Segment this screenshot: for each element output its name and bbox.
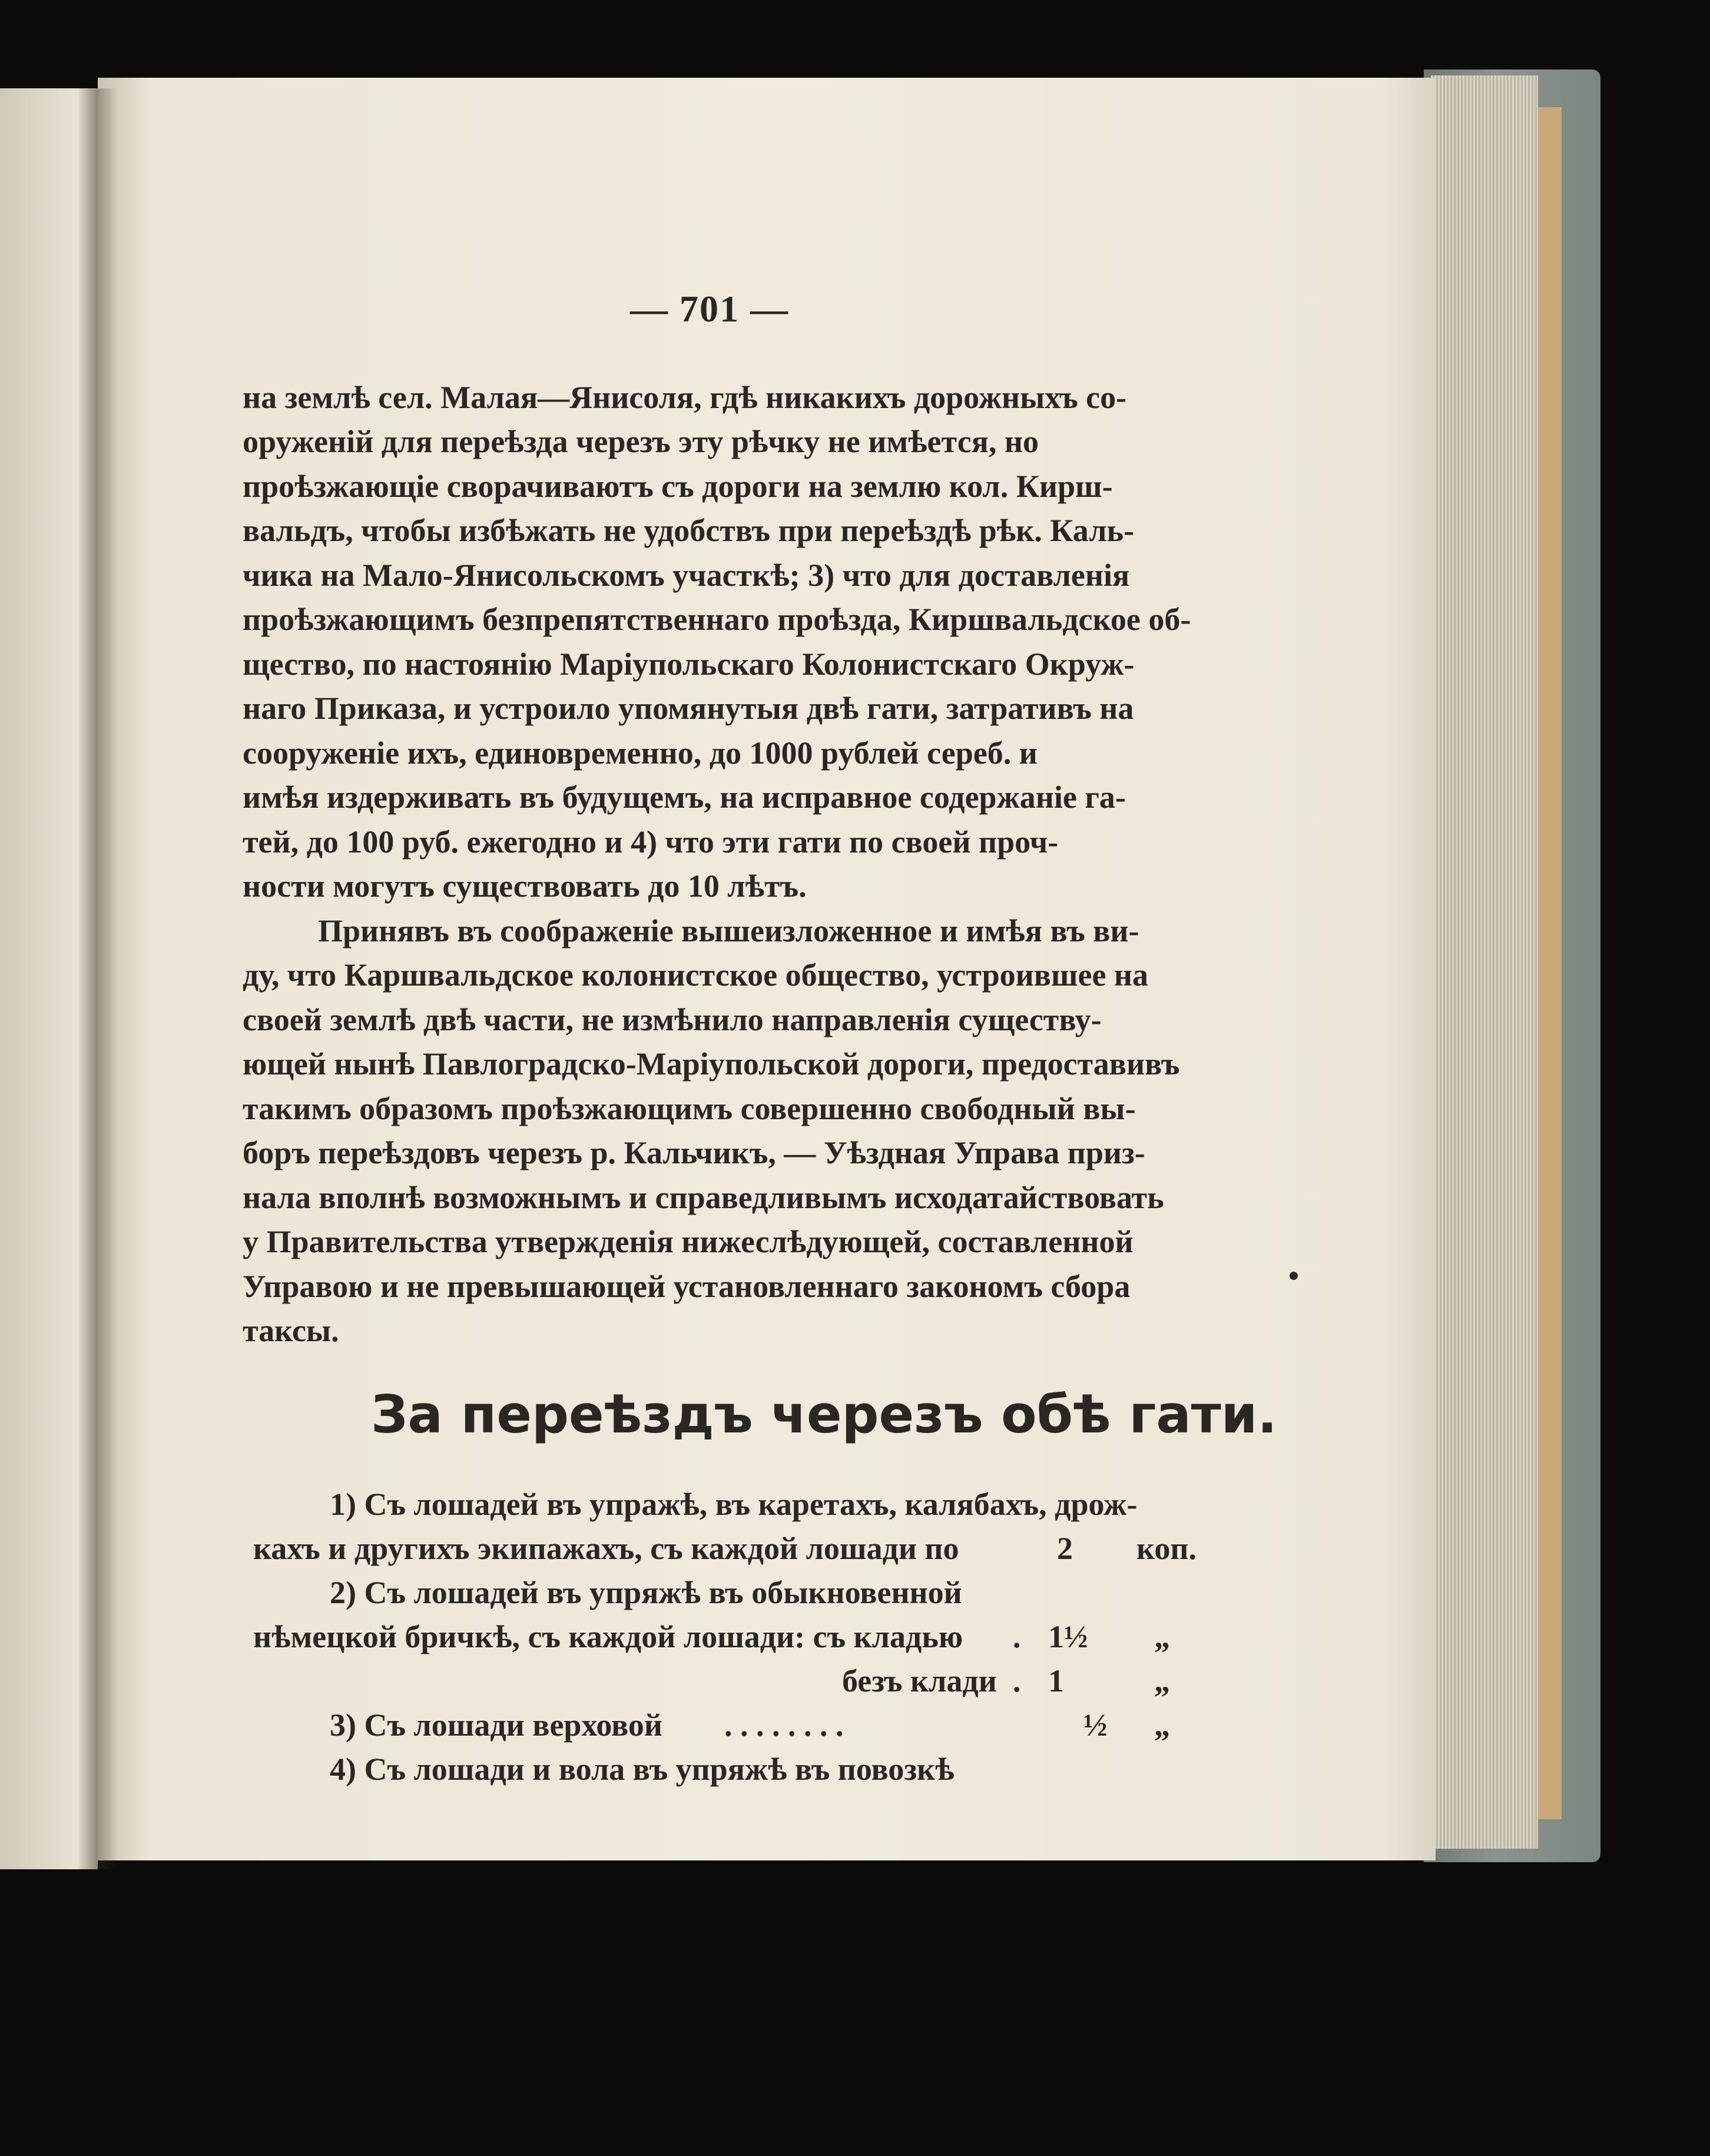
body-line: таксы. [243, 1313, 339, 1348]
body-line: щество, по настоянію Маріупольскаго Колонистскаго Окруж- [243, 646, 1135, 682]
body-line: проѣзжающіе сворачиваютъ съ дороги на землю кол. Кирш- [243, 469, 1113, 504]
tariff-item-2-dots: . [1013, 1619, 1021, 1654]
body-line: ющей нынѣ Павлоградско-Маріупольской дороги, предоставивъ [243, 1046, 1180, 1082]
body-line: вальдъ, чтобы избѣжать не удобствъ при переѣздѣ рѣк. Каль- [243, 513, 1135, 548]
tariff-item-2-amount-1: 1½ [1048, 1619, 1088, 1654]
body-line: сооруженіе ихъ, единовременно, до 1000 рублей сереб. и [243, 735, 1038, 771]
body-line: такимъ образомъ проѣзжающимъ совершенно свободный вы- [243, 1091, 1136, 1126]
tariff-item-1-amount: 2 [1057, 1531, 1073, 1566]
body-line: у Правительства утвержденія нижеслѣдующей, составленной [243, 1224, 1134, 1259]
body-line: тей, до 100 руб. ежегодно и 4) что эти гати по своей проч- [243, 824, 1059, 860]
tariff-item-4-text: 4) Съ лошади и вола въ упряжѣ въ повозкѣ [330, 1752, 955, 1787]
body-line: боръ переѣздовъ черезъ р. Кальчикъ, — Уѣздная Управа приз- [243, 1135, 1145, 1170]
tariff-item-2-line-1: 2) Съ лошадей въ упряжѣ въ обыкновенной [330, 1575, 962, 1610]
page-number: — 701 — [630, 288, 789, 330]
tariff-item-2-line-3: безъ клади [842, 1663, 997, 1699]
body-line: наго Приказа, и устроило упомянутыя двѣ гати, затративъ на [243, 691, 1134, 726]
tariff-item-2-dots-2: . [1013, 1663, 1021, 1699]
gutter-shadow [77, 88, 118, 1869]
ink-spot [1290, 1272, 1298, 1280]
tariff-item-1-unit: коп. [1136, 1531, 1197, 1566]
tariff-item-3-amount: ½ [1083, 1707, 1108, 1743]
tariff-item-1-line-2: кахъ и другихъ экипажахъ, съ каждой лошади по [253, 1531, 959, 1566]
page-stack-edge [1431, 75, 1538, 1849]
tariff-item-2-ditto-2: „ [1154, 1663, 1170, 1699]
tariff-item-3-ditto: „ [1154, 1707, 1170, 1743]
body-line: на землѣ сел. Малая—Янисоля, гдѣ никакихъ дорожныхъ со- [243, 380, 1127, 415]
body-line: чика на Мало-Янисольскомъ участкѣ; 3) что для доставленія [243, 558, 1130, 593]
tariff-item-3-dots: . . . . . . . . [724, 1707, 844, 1743]
body-line: проѣзжающимъ безпрепятственнаго проѣзда, Киршвальдское об- [243, 602, 1191, 637]
body-line: имѣя издерживать въ будущемъ, на исправное содержаніе га- [243, 780, 1126, 815]
tariff-item-3-text: 3) Съ лошади верховой [330, 1707, 662, 1743]
body-line: ности могутъ существовать до 10 лѣтъ. [243, 868, 807, 904]
body-line: Принявъ въ соображеніе вышеизложенное и имѣя въ ви- [318, 913, 1139, 948]
tariff-item-2-line-2: нѣмецкой бричкѣ, съ каждой лошади: съ кладью [253, 1619, 963, 1654]
body-line: ду, что Каршвальдское колонистское общество, устроившее на [243, 957, 1149, 993]
body-line: нала вполнѣ возможнымъ и справедливымъ исходатайствовать [243, 1180, 1164, 1215]
body-line: оруженій для переѣзда черезъ эту рѣчку не имѣется, но [243, 424, 1039, 459]
tariff-item-2-ditto-1: „ [1154, 1619, 1170, 1654]
section-heading: За переѣздъ черезъ обѣ гати. [371, 1384, 1277, 1445]
cover-inner-edge [1537, 107, 1562, 1819]
tariff-item-2-amount-2: 1 [1048, 1663, 1064, 1699]
body-line: Управою и не превышающей установленнаго закономъ сбора [243, 1269, 1131, 1304]
body-line: своей землѣ двѣ части, не измѣнило направленія существу- [243, 1002, 1102, 1037]
tariff-item-1-line-1: 1) Съ лошадей въ упражѣ, въ каретахъ, калябахъ, дрож- [330, 1487, 1138, 1522]
